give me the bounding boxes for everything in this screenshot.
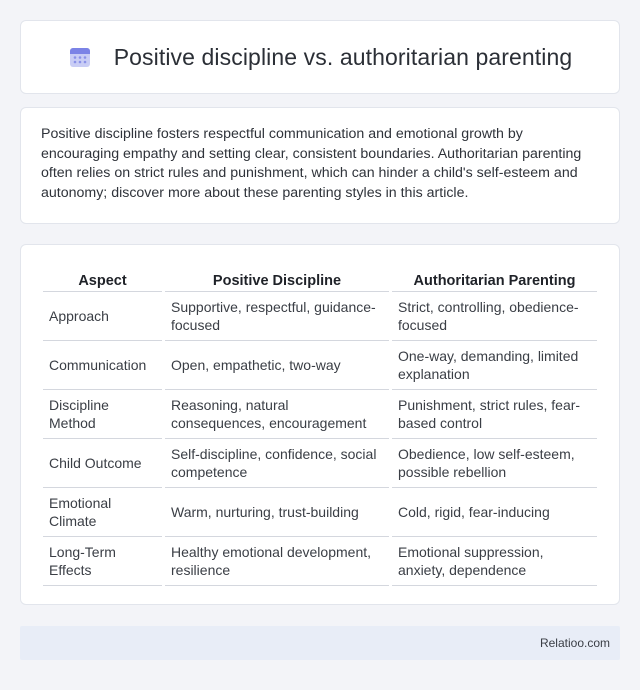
authoritarian-cell: Emotional suppression, anxiety, dependence: [392, 537, 597, 586]
intro-text: Positive discipline fosters respectful communication and emotional growth by encouraging empathy and setting clear, consistent boundaries. Authoritarian parenting often relies on strict rules and punishment, which can hinder a child's self-esteem and autonomy; discover more about these parenting styles in this article.: [41, 126, 582, 201]
comparison-card: [20, 244, 620, 605]
authoritarian-cell: One-way, demanding, limited explanation: [392, 341, 597, 390]
calendar-icon: [68, 45, 92, 69]
footer-brand: Relatioo.com: [539, 636, 610, 650]
aspect-cell: Long-Term Effects: [43, 537, 162, 586]
header-aspect: Aspect: [43, 267, 162, 292]
table-header-row: [43, 267, 597, 292]
header-authoritarian-parenting: Authoritarian Parenting: [392, 267, 597, 292]
table-row: [43, 341, 597, 390]
positive-cell: Warm, nurturing, trust-building: [165, 488, 389, 537]
authoritarian-cell: Punishment, strict rules, fear-based control: [392, 390, 597, 439]
aspect-cell: Approach: [43, 292, 162, 341]
title-card: [20, 20, 620, 94]
page-title: Positive discipline vs. authoritarian parenting: [113, 43, 573, 70]
aspect-cell: Child Outcome: [43, 439, 162, 488]
positive-cell: Open, empathetic, two-way: [165, 341, 389, 390]
footer: [20, 626, 620, 660]
aspect-cell: Communication: [43, 341, 162, 390]
table-row: [43, 292, 597, 341]
positive-cell: Reasoning, natural consequences, encouragement: [165, 390, 389, 439]
aspect-cell: Discipline Method: [43, 390, 162, 439]
positive-cell: Supportive, respectful, guidance-focused: [165, 292, 389, 341]
table-row: [43, 390, 597, 439]
positive-cell: Healthy emotional development, resilience: [165, 537, 389, 586]
authoritarian-cell: Obedience, low self-esteem, possible rebellion: [392, 439, 597, 488]
aspect-cell: Emotional Climate: [43, 488, 162, 537]
table-row: [43, 488, 597, 537]
intro-card: [20, 107, 620, 224]
authoritarian-cell: Strict, controlling, obedience-focused: [392, 292, 597, 341]
authoritarian-cell: Cold, rigid, fear-inducing: [392, 488, 597, 537]
positive-cell: Self-discipline, confidence, social competence: [165, 439, 389, 488]
table-row: [43, 537, 597, 586]
comparison-table: [40, 267, 600, 586]
table-row: [43, 439, 597, 488]
header-positive-discipline: Positive Discipline: [165, 267, 389, 292]
